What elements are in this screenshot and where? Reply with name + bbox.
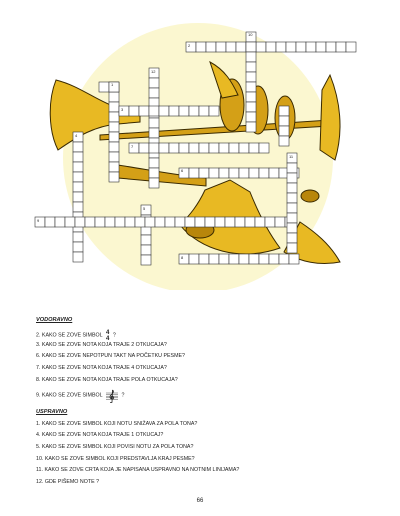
crossword-cell[interactable] [269,254,279,264]
crossword-cell[interactable] [235,217,245,227]
crossword-cell[interactable] [73,252,83,262]
page-number: 66 [196,498,204,504]
crossword-cell[interactable] [65,217,75,227]
crossword-cell[interactable] [286,42,296,52]
crossword-cell[interactable] [45,217,55,227]
clue-suffix: ? [112,331,116,338]
crossword-cell[interactable] [85,217,95,227]
crossword-cell[interactable] [149,143,159,153]
crossword-cell[interactable] [73,182,83,192]
crossword-cell[interactable] [109,162,119,172]
crossword-cell[interactable] [249,143,259,153]
clue-text: KAKO SE ZOVE NOTA KOJA TRAJE 1 OTKUCAJ? [41,432,164,439]
crossword-cell[interactable] [245,217,255,227]
crossword-cell[interactable] [229,254,239,264]
clue-text: GDE PIŠEMO NOTE ? [44,479,100,486]
crossword-cell[interactable] [109,132,119,142]
crossword-cell[interactable] [239,254,249,264]
clue-text: KAKO SE ZOVE SIMBOL KOJI PREDSTAVLJA KRAJ PESME? [44,455,195,462]
crossword-cell[interactable] [159,143,169,153]
crossword-cell[interactable] [246,92,256,102]
crossword-cell[interactable] [205,217,215,227]
crossword-cell[interactable] [225,217,235,227]
crossword-cell[interactable] [149,106,159,116]
crossword-cell[interactable] [209,143,219,153]
crossword-cell[interactable] [199,143,209,153]
crossword-cell[interactable] [199,254,209,264]
crossword-cell[interactable] [105,217,115,227]
crossword-cell[interactable] [246,62,256,72]
crossword-cell[interactable] [135,217,145,227]
crossword-cell[interactable] [287,213,297,223]
crossword-cell[interactable] [265,217,275,227]
clue-text: KAKO SE ZOVE SIMBOL [41,392,103,399]
crossword-cell[interactable] [109,92,119,102]
crossword-cell[interactable] [149,168,159,178]
crossword-cell[interactable] [109,152,119,162]
clue-number: 10. [36,455,44,462]
crossword-cell[interactable] [189,106,199,116]
clue-text: KAKO SE ZOVE NEPOTPUN TAKT NA POČETKU PESME? [41,353,185,360]
crossword-cell[interactable] [246,112,256,122]
grid-number-5: 5 [143,206,146,211]
crossword-cell[interactable] [195,217,205,227]
crossword-cell[interactable] [259,143,269,153]
crossword-cell[interactable] [109,112,119,122]
grid-number-11: 11 [289,154,294,159]
clue-number: 3. [36,341,41,348]
crossword-cell[interactable] [246,42,256,52]
crossword-cell[interactable] [287,203,297,213]
crossword-cell[interactable] [287,193,297,203]
crossword-cell[interactable] [73,192,83,202]
crossword-cell[interactable] [73,162,83,172]
crossword-cell[interactable] [95,217,105,227]
crossword-cell[interactable] [55,217,65,227]
crossword-cell[interactable] [115,217,125,227]
crossword-cell[interactable] [189,168,199,178]
crossword-cell[interactable] [149,78,159,88]
crossword-cell[interactable] [289,254,299,264]
across-clues [36,318,185,401]
crossword-cell[interactable] [226,42,236,52]
crossword-cell[interactable] [249,254,259,264]
crossword-cell[interactable] [125,217,135,227]
crossword-cell[interactable] [215,217,225,227]
grid-number-10: 10 [248,32,253,37]
grid-number-4: 4 [75,133,78,138]
clue-number: 2. [36,331,41,338]
crossword-cell[interactable] [179,143,189,153]
crossword-cell[interactable] [316,42,326,52]
treble-clef-icon [106,389,118,403]
crossword-cell[interactable] [149,118,159,128]
crossword-cell[interactable] [141,255,151,265]
crossword-cell[interactable] [99,82,109,92]
grid-number-8: 8 [181,255,184,260]
crossword-cell[interactable] [246,122,256,132]
crossword-cell[interactable] [279,106,289,116]
clue-number: 7. [36,364,41,371]
crossword-cell[interactable] [255,217,265,227]
crossword-cell[interactable] [246,72,256,82]
crossword-cell[interactable] [189,254,199,264]
crossword-cell[interactable] [109,142,119,152]
crossword-cell[interactable] [206,42,216,52]
crossword-cell[interactable] [246,82,256,92]
clue-text: KAKO SE ZOVE NOTA KOJA TRAJE 4 OTKUCAJA? [41,364,167,371]
clue-text: KAKO SE ZOVE NOTA KOJA TRAJE POLA OTKUCAJA? [41,376,178,383]
clue-number: 12. [36,479,44,486]
crossword-cell[interactable] [169,143,179,153]
time-signature-top: 4 [106,329,110,336]
crossword-cell[interactable] [139,143,149,153]
grid-number-2: 2 [188,43,191,48]
clue-down-12 [36,480,239,492]
across-title: VODORAVNO [36,317,73,323]
crossword-cell[interactable] [199,106,209,116]
crossword-cell[interactable] [279,136,289,146]
crossword-cell[interactable] [179,106,189,116]
crossword-cell[interactable] [199,168,209,178]
crossword-cell[interactable] [239,143,249,153]
crossword-cell[interactable] [287,223,297,233]
crossword-cell[interactable] [287,233,297,243]
crossword-cell[interactable] [219,143,229,153]
grid-number-3: 3 [121,107,124,112]
crossword-cell[interactable] [296,42,306,52]
crossword-cell[interactable] [149,158,159,168]
grid-number-9: 9 [37,218,40,223]
crossword-cell[interactable] [109,122,119,132]
crossword-cell[interactable] [73,232,83,242]
crossword-cell[interactable] [279,116,289,126]
crossword-cell[interactable] [165,217,175,227]
crossword-cell[interactable] [149,178,159,188]
crossword-cell[interactable] [326,42,336,52]
crossword-cell[interactable] [275,217,285,227]
clue-suffix: ? [121,392,125,399]
crossword-cell[interactable] [145,217,155,227]
crossword-cell[interactable] [139,106,149,116]
crossword-cell[interactable] [169,106,179,116]
crossword-cell[interactable] [266,42,276,52]
crossword-cell[interactable] [246,102,256,112]
crossword-cell[interactable] [256,42,266,52]
grid-number-1: 1 [111,82,114,87]
crossword-cell[interactable] [287,243,297,253]
crossword-cell[interactable] [209,168,219,178]
crossword-cell[interactable] [73,242,83,252]
crossword-cell[interactable] [259,254,269,264]
crossword-cell[interactable] [141,245,151,255]
grid-number-7: 7 [131,144,134,149]
crossword-cell[interactable] [109,102,119,112]
crossword-cell[interactable] [75,217,85,227]
clue-text: KAKO SE ZOVE SIMBOL [41,331,103,338]
crossword-cell[interactable] [346,42,356,52]
down-clues [36,410,239,492]
crossword-cell[interactable] [175,217,185,227]
crossword-cell[interactable] [229,143,239,153]
clue-number: 4. [36,432,41,439]
clue-text: KAKO SE ZOVE SIMBOL KOJI NOTU SNIŽAVA ZA POLA TONA? [41,420,198,427]
crossword-cell[interactable] [185,217,195,227]
clue-number: 1. [36,420,41,427]
clue-text: KAKO SE ZOVE CRTA KOJA JE NAPISANA USPRAVNO NA NOTNIM LINIJAMA? [44,467,240,474]
clue-number: 11. [36,467,43,474]
crossword-cell[interactable] [73,202,83,212]
crossword-cell[interactable] [73,142,83,152]
clue-text: KAKO SE ZOVE NOTA KOJA TRAJE 2 OTKUCAJA? [41,341,167,348]
time-signature-bottom: 4 [106,335,110,342]
crossword-cell[interactable] [259,168,269,178]
clue-across-8 [36,378,185,390]
crossword-cell[interactable] [159,106,169,116]
crossword-cell[interactable] [209,254,219,264]
crossword-cell[interactable] [269,168,279,178]
crossword-cell[interactable] [246,52,256,62]
crossword-cell[interactable] [239,168,249,178]
crossword-cell[interactable] [149,128,159,138]
clue-number: 8. [36,376,41,383]
crossword-cell[interactable] [149,88,159,98]
grid-number-12: 12 [151,69,156,74]
clue-number: 9. [36,392,41,399]
crossword-cell[interactable] [236,42,246,52]
crossword-cell[interactable] [279,126,289,136]
crossword-cell[interactable] [276,42,286,52]
crossword-cell[interactable] [73,172,83,182]
crossword-cell[interactable] [219,254,229,264]
crossword-cell[interactable] [129,106,139,116]
time-signature [106,330,109,342]
crossword-cell[interactable] [306,42,316,52]
crossword-cell[interactable] [209,106,219,116]
down-title: USPRAVNO [36,409,68,415]
crossword-cell[interactable] [336,42,346,52]
crossword-cell[interactable] [279,254,289,264]
crossword-cell[interactable] [287,173,297,183]
clue-number: 5. [36,443,41,450]
crossword-cell[interactable] [287,163,297,173]
crossword-cell[interactable] [249,168,259,178]
crossword-cell[interactable] [155,217,165,227]
crossword-cell[interactable] [219,168,229,178]
clue-across-9 [36,389,185,401]
crossword-cell[interactable] [189,143,199,153]
crossword-cell[interactable] [229,168,239,178]
crossword-cell[interactable] [196,42,206,52]
crossword-cell[interactable] [109,172,119,182]
crossword-cell[interactable] [73,152,83,162]
grid-number-6: 6 [181,168,184,173]
clue-text: KAKO SE ZOVE SIMBOL KOJI POVISI NOTU ZA POLA TONA? [41,443,194,450]
crossword-cell[interactable] [141,235,151,245]
crossword-cell[interactable] [287,183,297,193]
clue-number: 6. [36,353,41,360]
crossword-cell[interactable] [216,42,226,52]
